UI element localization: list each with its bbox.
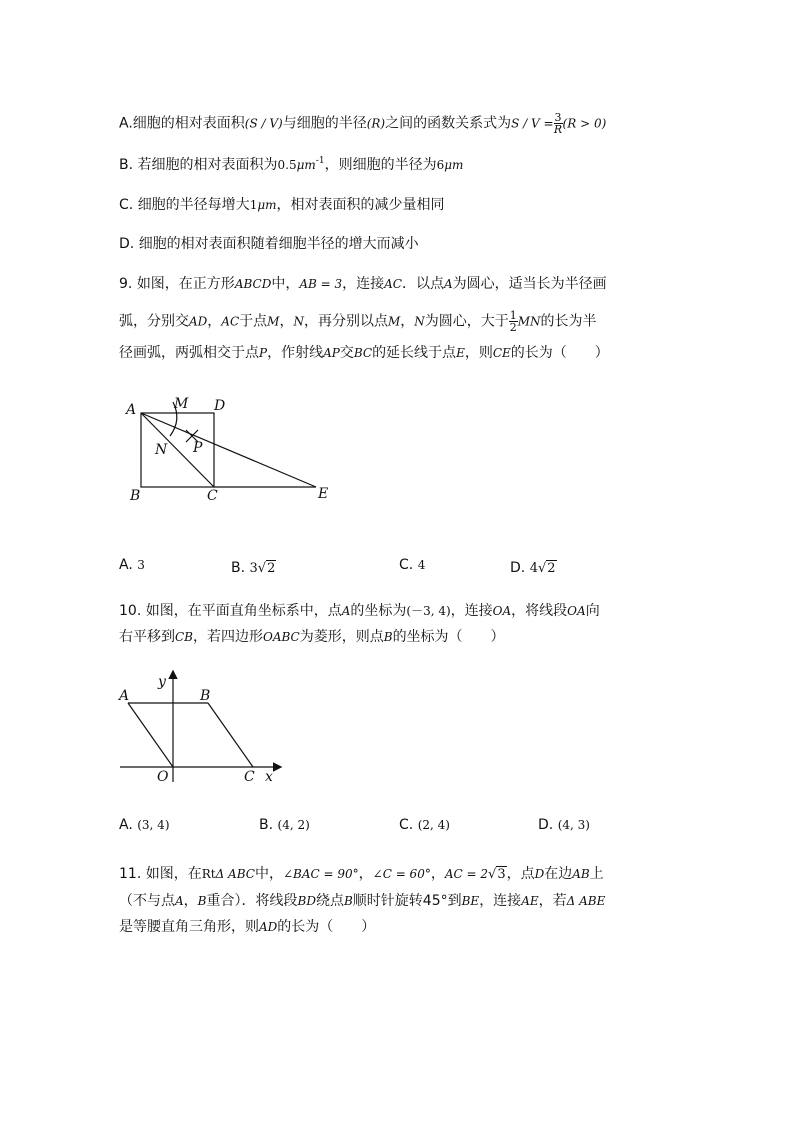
text: 弧，分别交 bbox=[119, 313, 189, 330]
text: ，点 bbox=[506, 866, 535, 882]
label-n: N bbox=[155, 442, 168, 458]
math: B bbox=[383, 630, 393, 644]
text: ，再分别以点 bbox=[303, 313, 388, 330]
text: 若细胞的相对表面积为 bbox=[137, 157, 278, 173]
math-sqrt: AC = 2√3 bbox=[444, 867, 506, 882]
text: 细胞的半径每增大 bbox=[137, 197, 250, 213]
option-label: C. bbox=[399, 557, 414, 573]
text: ，连接 bbox=[342, 276, 385, 292]
math: A bbox=[444, 277, 453, 291]
math: (R > 0) bbox=[562, 116, 607, 131]
math: CE bbox=[492, 346, 511, 360]
option-value: 3 bbox=[137, 558, 145, 572]
denominator: 2 bbox=[509, 321, 517, 334]
math: BC bbox=[353, 346, 373, 360]
text: ，若 bbox=[538, 893, 567, 909]
text: 中， bbox=[254, 866, 283, 882]
math: B bbox=[197, 894, 207, 908]
text: 细胞的相对表面积随着细胞半径的增大而减小 bbox=[138, 236, 419, 252]
q9-line-1 bbox=[119, 274, 607, 294]
math: 0.5 bbox=[277, 158, 297, 172]
math: S / V = bbox=[511, 116, 554, 131]
text: 为圆心，大于 bbox=[424, 313, 509, 330]
text: 的延长线于点 bbox=[372, 345, 457, 361]
unit: μm bbox=[444, 158, 464, 172]
math: (R) bbox=[366, 116, 386, 131]
q11-line-2 bbox=[119, 891, 605, 911]
text: ，连接 bbox=[479, 893, 522, 909]
text: ，若四边形 bbox=[193, 629, 263, 645]
text: 上 bbox=[589, 866, 604, 882]
text: 如图，在 bbox=[145, 866, 202, 882]
q9-line-3 bbox=[119, 343, 609, 363]
label-b: B bbox=[200, 688, 211, 704]
math: MN bbox=[517, 314, 541, 329]
unit: μm bbox=[296, 158, 316, 172]
math: BD bbox=[297, 894, 316, 908]
numerator: 1 bbox=[509, 309, 517, 322]
label-p: P bbox=[193, 440, 203, 456]
text: ．以点 bbox=[402, 276, 444, 292]
option-value: (3, 4) bbox=[137, 818, 170, 832]
text: 与细胞的半径 bbox=[282, 115, 367, 132]
q11-line-1 bbox=[119, 864, 604, 885]
math: 1 bbox=[249, 198, 258, 212]
math: (S / V) bbox=[244, 116, 283, 131]
text: ，则细胞的半径为 bbox=[324, 157, 437, 173]
text: ， bbox=[207, 313, 222, 330]
fraction bbox=[554, 112, 563, 135]
option-label: C. bbox=[399, 817, 414, 833]
q10-line-2 bbox=[119, 627, 505, 647]
text: 右平移到 bbox=[119, 629, 175, 645]
text: 是等腰直角三角形，则 bbox=[119, 919, 259, 935]
label-b: B bbox=[130, 488, 141, 504]
option-value: 4√2 bbox=[529, 561, 556, 576]
diagonal-ac bbox=[141, 413, 214, 487]
q8-option-c bbox=[119, 195, 445, 215]
text: 径画弧，两弧相交于点 bbox=[119, 345, 259, 361]
radicand: 2 bbox=[267, 561, 276, 576]
label-d: D bbox=[214, 398, 226, 414]
q9-option-b bbox=[231, 558, 276, 579]
math: OA bbox=[567, 604, 586, 618]
text: ，则 bbox=[464, 345, 493, 361]
option-label: A. bbox=[119, 557, 133, 573]
unit: μm bbox=[257, 198, 277, 212]
q9-line-2 bbox=[119, 310, 597, 333]
text: ，将线段 bbox=[511, 603, 568, 619]
question-number: 9. bbox=[119, 276, 133, 292]
option-label: C. bbox=[119, 197, 134, 213]
text: 如图，在正方形 bbox=[136, 276, 235, 292]
q10-figure bbox=[116, 668, 286, 786]
option-value: 4 bbox=[417, 558, 426, 572]
text: 重合）．将线段 bbox=[206, 893, 298, 909]
q11-line-3 bbox=[119, 917, 375, 937]
q8-option-a bbox=[119, 112, 606, 135]
text: 如图，在平面直角坐标系中，点 bbox=[145, 603, 342, 619]
math: N bbox=[414, 314, 425, 329]
question-number: 10. bbox=[119, 603, 142, 619]
label-y: y bbox=[158, 674, 166, 690]
text: ，作射线 bbox=[267, 345, 324, 361]
radicand: 2 bbox=[547, 561, 556, 576]
math: AC = 2 bbox=[444, 867, 489, 881]
option-label: B. bbox=[259, 817, 274, 833]
math: BE bbox=[461, 894, 480, 908]
text: 中， bbox=[271, 276, 300, 292]
q10-option-a bbox=[119, 815, 170, 835]
text: 顺时针旋转45°到 bbox=[352, 893, 462, 909]
label-o: O bbox=[157, 769, 169, 785]
text: 绕点 bbox=[315, 893, 344, 909]
text: 于点 bbox=[239, 313, 268, 330]
text: 之间的函数关系式为 bbox=[385, 115, 512, 132]
math: A bbox=[175, 894, 184, 908]
math: P bbox=[259, 346, 268, 360]
option-value: (2, 4) bbox=[417, 818, 450, 832]
math: AC bbox=[221, 314, 240, 329]
text: ， bbox=[279, 313, 294, 330]
text: 为圆心，适当长为半径画 bbox=[452, 276, 607, 292]
math: AD bbox=[189, 314, 208, 329]
text: ， bbox=[430, 866, 445, 882]
option-value: (4, 2) bbox=[277, 818, 310, 832]
text: ， bbox=[358, 866, 373, 882]
text: ， bbox=[400, 313, 415, 330]
q9-figure bbox=[120, 392, 340, 507]
math: OA bbox=[492, 604, 512, 618]
math: D bbox=[534, 867, 545, 881]
text: 为菱形，则点 bbox=[299, 629, 384, 645]
math: Δ ABE bbox=[566, 894, 606, 908]
text: 向 bbox=[585, 603, 600, 619]
q10-line-1 bbox=[119, 601, 600, 621]
math: AP bbox=[323, 346, 340, 360]
q10-option-d bbox=[538, 815, 590, 835]
math: AD bbox=[259, 920, 278, 934]
math: B bbox=[343, 894, 353, 908]
option-label: D. bbox=[538, 817, 554, 833]
q9-option-d bbox=[510, 558, 557, 579]
q10-option-c bbox=[399, 815, 450, 835]
label-c: C bbox=[244, 769, 255, 785]
math: AB = 3 bbox=[299, 277, 343, 291]
math: Δ ABC bbox=[215, 867, 255, 881]
fraction bbox=[509, 310, 518, 333]
q9-option-a bbox=[119, 555, 145, 575]
q8-option-b bbox=[119, 155, 463, 177]
math: A bbox=[341, 604, 351, 618]
text: 的长为半 bbox=[540, 313, 597, 330]
text: 在边 bbox=[544, 866, 573, 882]
math: Rt bbox=[201, 867, 216, 881]
option-label: D. bbox=[510, 560, 526, 576]
text: ，相对表面积的减少量相同 bbox=[276, 197, 445, 213]
coefficient: 3 bbox=[249, 561, 258, 576]
math: ABCD bbox=[234, 277, 272, 291]
segment-bc bbox=[208, 703, 253, 767]
math: AE bbox=[521, 894, 539, 908]
coefficient: 4 bbox=[529, 561, 538, 576]
q8-option-d bbox=[119, 234, 419, 254]
label-a: A bbox=[119, 688, 130, 704]
q9-option-c bbox=[399, 555, 425, 575]
math: 6 bbox=[436, 158, 445, 172]
text: 的长为（ ） bbox=[510, 345, 609, 361]
label-c: C bbox=[207, 488, 218, 504]
label-m: M bbox=[174, 396, 189, 412]
option-label: B. bbox=[231, 560, 246, 576]
text: 细胞的相对表面积 bbox=[132, 115, 245, 132]
math: N bbox=[293, 314, 304, 329]
label-a: A bbox=[126, 402, 137, 418]
text: 的长为（ ） bbox=[277, 919, 376, 935]
math: (－3, 4) bbox=[406, 604, 451, 618]
math: AC bbox=[384, 277, 402, 291]
option-label: A. bbox=[119, 115, 133, 132]
math: E bbox=[456, 346, 465, 360]
segment-ao bbox=[128, 703, 173, 767]
math: M bbox=[267, 314, 280, 329]
ray-ae bbox=[141, 413, 316, 487]
label-x: x bbox=[265, 769, 273, 785]
superscript: -1 bbox=[315, 156, 325, 166]
radicand: 3 bbox=[497, 867, 506, 882]
math: AB bbox=[572, 867, 590, 881]
option-label: D. bbox=[119, 236, 135, 252]
text: ， bbox=[183, 893, 198, 909]
option-label: B. bbox=[119, 157, 134, 173]
numerator: 3 bbox=[554, 111, 562, 124]
question-number: 11. bbox=[119, 866, 142, 882]
text: ，连接 bbox=[450, 603, 493, 619]
math: M bbox=[387, 314, 401, 329]
q10-option-b bbox=[259, 815, 310, 835]
math: ∠C = 60° bbox=[372, 867, 431, 881]
text: 的坐标为（ ） bbox=[392, 629, 505, 645]
text: （不与点 bbox=[119, 893, 175, 909]
option-value: (4, 3) bbox=[557, 818, 590, 832]
option-label: A. bbox=[119, 817, 133, 833]
denominator: R bbox=[553, 123, 563, 136]
text: 的坐标为 bbox=[350, 603, 407, 619]
label-e: E bbox=[318, 486, 329, 502]
text: 交 bbox=[339, 345, 354, 361]
math: ∠BAC = 90° bbox=[282, 867, 359, 881]
math: CB bbox=[175, 630, 193, 644]
option-value: 3√2 bbox=[249, 561, 276, 576]
math: OABC bbox=[263, 630, 300, 644]
